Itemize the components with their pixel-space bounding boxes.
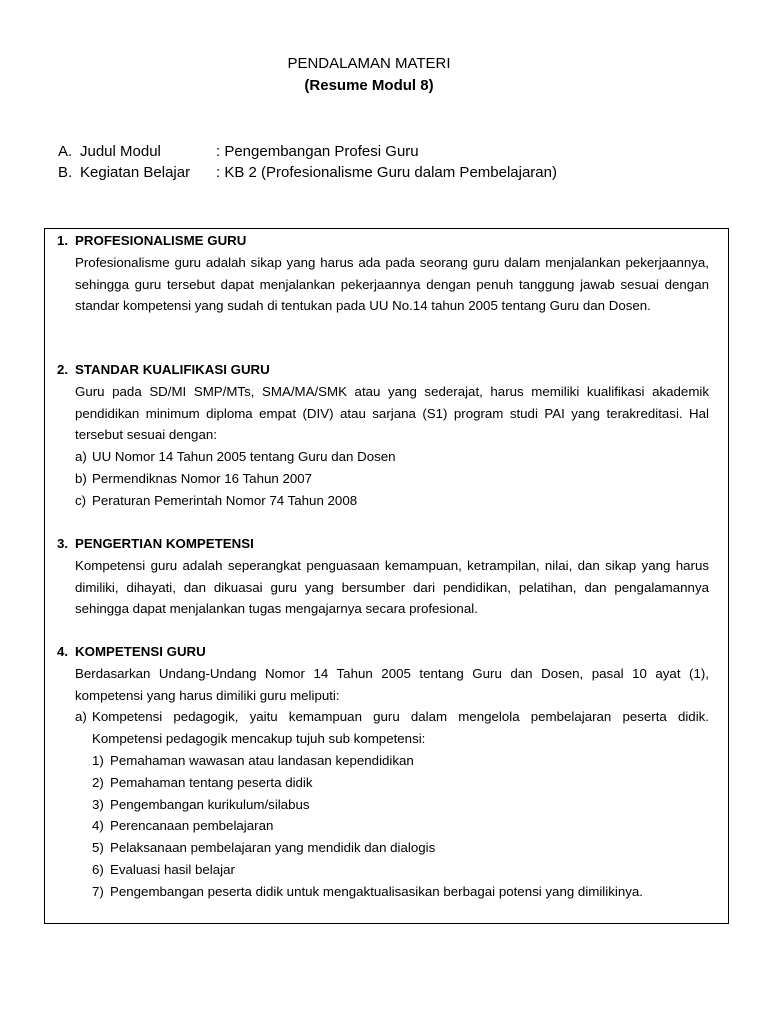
sub-list-item [57, 794, 709, 816]
list-item [57, 706, 709, 750]
list-marker: 5) [92, 840, 104, 856]
section-heading [57, 641, 709, 663]
list-marker: 6) [92, 861, 104, 877]
list-item [57, 446, 709, 468]
list-text: Evaluasi hasil belajar [110, 861, 235, 877]
section-title: STANDAR KUALIFIKASI GURU [75, 362, 270, 377]
info-row-learning-activity [58, 164, 557, 181]
section-heading [57, 359, 709, 381]
section-paragraph: Kompetensi guru adalah seperangkat penguasaan kemampuan, ketrampilan, nilai, dan sikap yang harus dimiliki, dihayati, dan dikuasai guru yang bersumber dari pendidikan, pelatihan, dan pengalamannya sehingga dapat menjalankan tugas mengajarnya secara profesional. [75, 557, 709, 617]
list-text: Pengembangan peserta didik untuk mengaktualisasikan berbagai potensi yang dimilikinya. [110, 883, 643, 899]
section-competence-definition [57, 533, 709, 620]
section-heading [57, 533, 709, 555]
list-text: Pengembangan kurikulum/silabus [110, 796, 310, 812]
sub-list-item [57, 750, 709, 772]
section-number: 4. [57, 644, 69, 659]
content-box [44, 228, 729, 924]
list-marker: 1) [92, 752, 104, 768]
info-row-module-title [58, 143, 419, 160]
sub-list-item [57, 815, 709, 837]
sub-list-item [57, 772, 709, 794]
section-paragraph: Guru pada SD/MI SMP/MTs, SMA/MA/SMK atau yang sederajat, harus memiliki kualifikasi akademik pendidikan minimum diploma empat (DIV) atau sarjana (S1) program studi PAI yang terakreditasi. Hal tersebut sesuai dengan: [75, 383, 709, 443]
list-text: Peraturan Pemerintah Nomor 74 Tahun 2008 [92, 492, 358, 508]
section-professionalism [57, 230, 709, 317]
section-number: 3. [57, 536, 69, 551]
list-marker: a) [75, 709, 87, 725]
list-text: Kompetensi pedagogik, yaitu kemampuan guru dalam mengelola pembelajaran peserta didik. Kompetensi pedagogik mencakup tujuh sub kompetensi: [92, 709, 709, 747]
list-marker: c) [75, 492, 87, 508]
info-label: Kegiatan Belajar [80, 164, 191, 181]
document-subtitle: (Resume Modul 8) [304, 77, 434, 94]
list-item [57, 468, 709, 490]
list-item [57, 490, 709, 512]
section-qualification-standard [57, 359, 709, 512]
sub-list-item [57, 859, 709, 881]
section-teacher-competence [57, 641, 709, 903]
list-text: UU Nomor 14 Tahun 2005 tentang Guru dan Dosen [92, 449, 396, 465]
list-text: Pelaksanaan pembelajaran yang mendidik dan dialogis [110, 840, 436, 856]
list-marker: b) [75, 470, 87, 486]
info-letter: A. [58, 143, 73, 160]
document-title: PENDALAMAN MATERI [287, 55, 451, 72]
list-marker: a) [75, 449, 87, 465]
sub-list-item [57, 837, 709, 859]
section-paragraph: Profesionalisme guru adalah sikap yang harus ada pada seorang guru dalam menjalankan pekerjaannya, sehingga guru tersebut dapat menjalankan pekerjaannya dengan penuh tanggung jawab sesuai dengan standar kompetensi yang sudah di tentukan pada UU No.14 tahun 2005 tentang Guru dan Dosen. [75, 254, 709, 314]
info-value: : KB 2 (Profesionalisme Guru dalam Pembelajaran) [216, 164, 557, 181]
list-text: Permendiknas Nomor 16 Tahun 2007 [92, 470, 313, 486]
list-text: Pemahaman tentang peserta didik [110, 774, 313, 790]
sub-list-item [57, 881, 709, 903]
list-marker: 3) [92, 796, 104, 812]
list-text: Perencanaan pembelajaran [110, 818, 274, 834]
section-paragraph: Berdasarkan Undang-Undang Nomor 14 Tahun 2005 tentang Guru dan Dosen, pasal 10 ayat (1), kompetensi yang harus dimiliki guru meliputi: [75, 665, 709, 703]
info-label: Judul Modul [80, 143, 161, 160]
section-title: KOMPETENSI GURU [75, 644, 206, 659]
info-letter: B. [58, 164, 73, 181]
list-marker: 7) [92, 883, 104, 899]
list-marker: 2) [92, 774, 104, 790]
section-number: 2. [57, 362, 69, 377]
list-text: Pemahaman wawasan atau landasan kependidikan [110, 752, 414, 768]
info-value: : Pengembangan Profesi Guru [216, 143, 419, 160]
section-title: PROFESIONALISME GURU [75, 233, 247, 248]
section-title: PENGERTIAN KOMPETENSI [75, 536, 254, 551]
section-heading [57, 230, 709, 252]
list-marker: 4) [92, 818, 104, 834]
section-number: 1. [57, 233, 69, 248]
